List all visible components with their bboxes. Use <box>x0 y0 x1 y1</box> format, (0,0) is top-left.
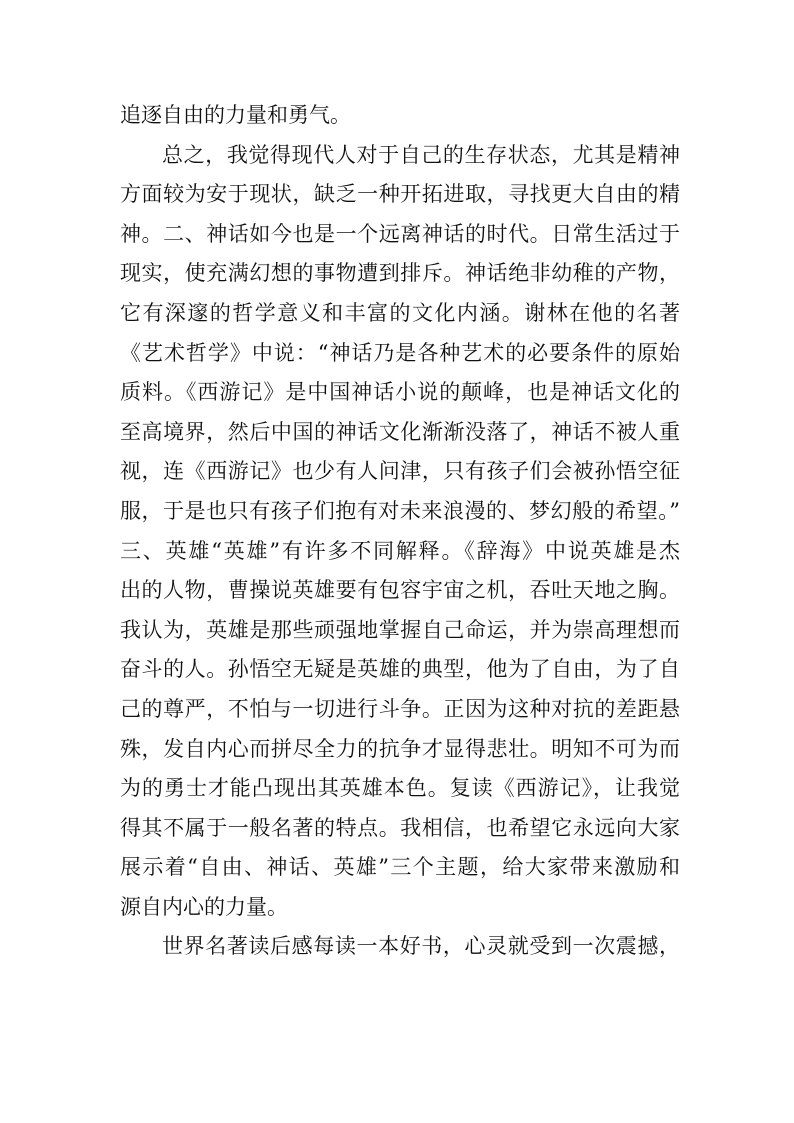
text-line: 视，连《西游记》也少有人问津，只有孩子们会被孙悟空征 <box>120 459 680 484</box>
text-line: 它有深邃的哲学意义和丰富的文化内涵。谢林在他的名著 <box>120 300 680 325</box>
text-line: 殊，发自内心而拼尽全力的抗争才显得悲壮。明知不可为而 <box>120 736 680 761</box>
text-line: 三、英雄“英雄”有许多不同解释。《辞海》中说英雄是杰 <box>120 538 680 563</box>
text-line: 至高境界，然后中国的神话文化渐渐没落了，神话不被人重 <box>120 419 680 444</box>
document-body <box>120 96 680 967</box>
text-line: 神。二、神话如今也是一个远离神话的时代。日常生活过于 <box>120 221 680 246</box>
text-line: 展示着“自由、神话、英雄”三个主题，给大家带来激励和 <box>120 855 680 880</box>
text-line: 服，于是也只有孩子们抱有对未来浪漫的、梦幻般的希望。” <box>120 498 680 523</box>
text-line: 得其不属于一般名著的特点。我相信，也希望它永远向大家 <box>120 815 680 840</box>
text-line: 我认为，英雄是那些顽强地掌握自己命运，并为崇高理想而 <box>120 617 680 642</box>
text-line: 《艺术哲学》中说：“神话乃是各种艺术的必要条件的原始 <box>120 340 680 365</box>
text-line: 世界名著读后感每读一本好书，心灵就受到一次震撼， <box>162 934 680 959</box>
text-line: 出的人物，曹操说英雄要有包容宇宙之机，吞吐天地之胸。 <box>120 578 680 603</box>
text-line: 源自内心的力量。 <box>120 894 288 919</box>
text-line: 总之，我觉得现代人对于自己的生存状态，尤其是精神 <box>162 142 680 167</box>
text-line: 己的尊严，不怕与一切进行斗争。正因为这种对抗的差距悬 <box>120 696 680 721</box>
text-line: 质料。《西游记》是中国神话小说的颠峰，也是神话文化的 <box>120 380 680 405</box>
text-line: 追逐自由的力量和勇气。 <box>120 103 351 127</box>
text-line: 现实，使充满幻想的事物遭到排斥。神话绝非幼稚的产物， <box>120 261 680 286</box>
text-line: 为的勇士才能凸现出其英雄本色。复读《西游记》，让我觉 <box>120 776 680 801</box>
text-line: 奋斗的人。孙悟空无疑是英雄的典型，他为了自由，为了自 <box>120 657 680 682</box>
text-line: 方面较为安于现状，缺乏一种开拓进取，寻找更大自由的精 <box>120 182 680 207</box>
